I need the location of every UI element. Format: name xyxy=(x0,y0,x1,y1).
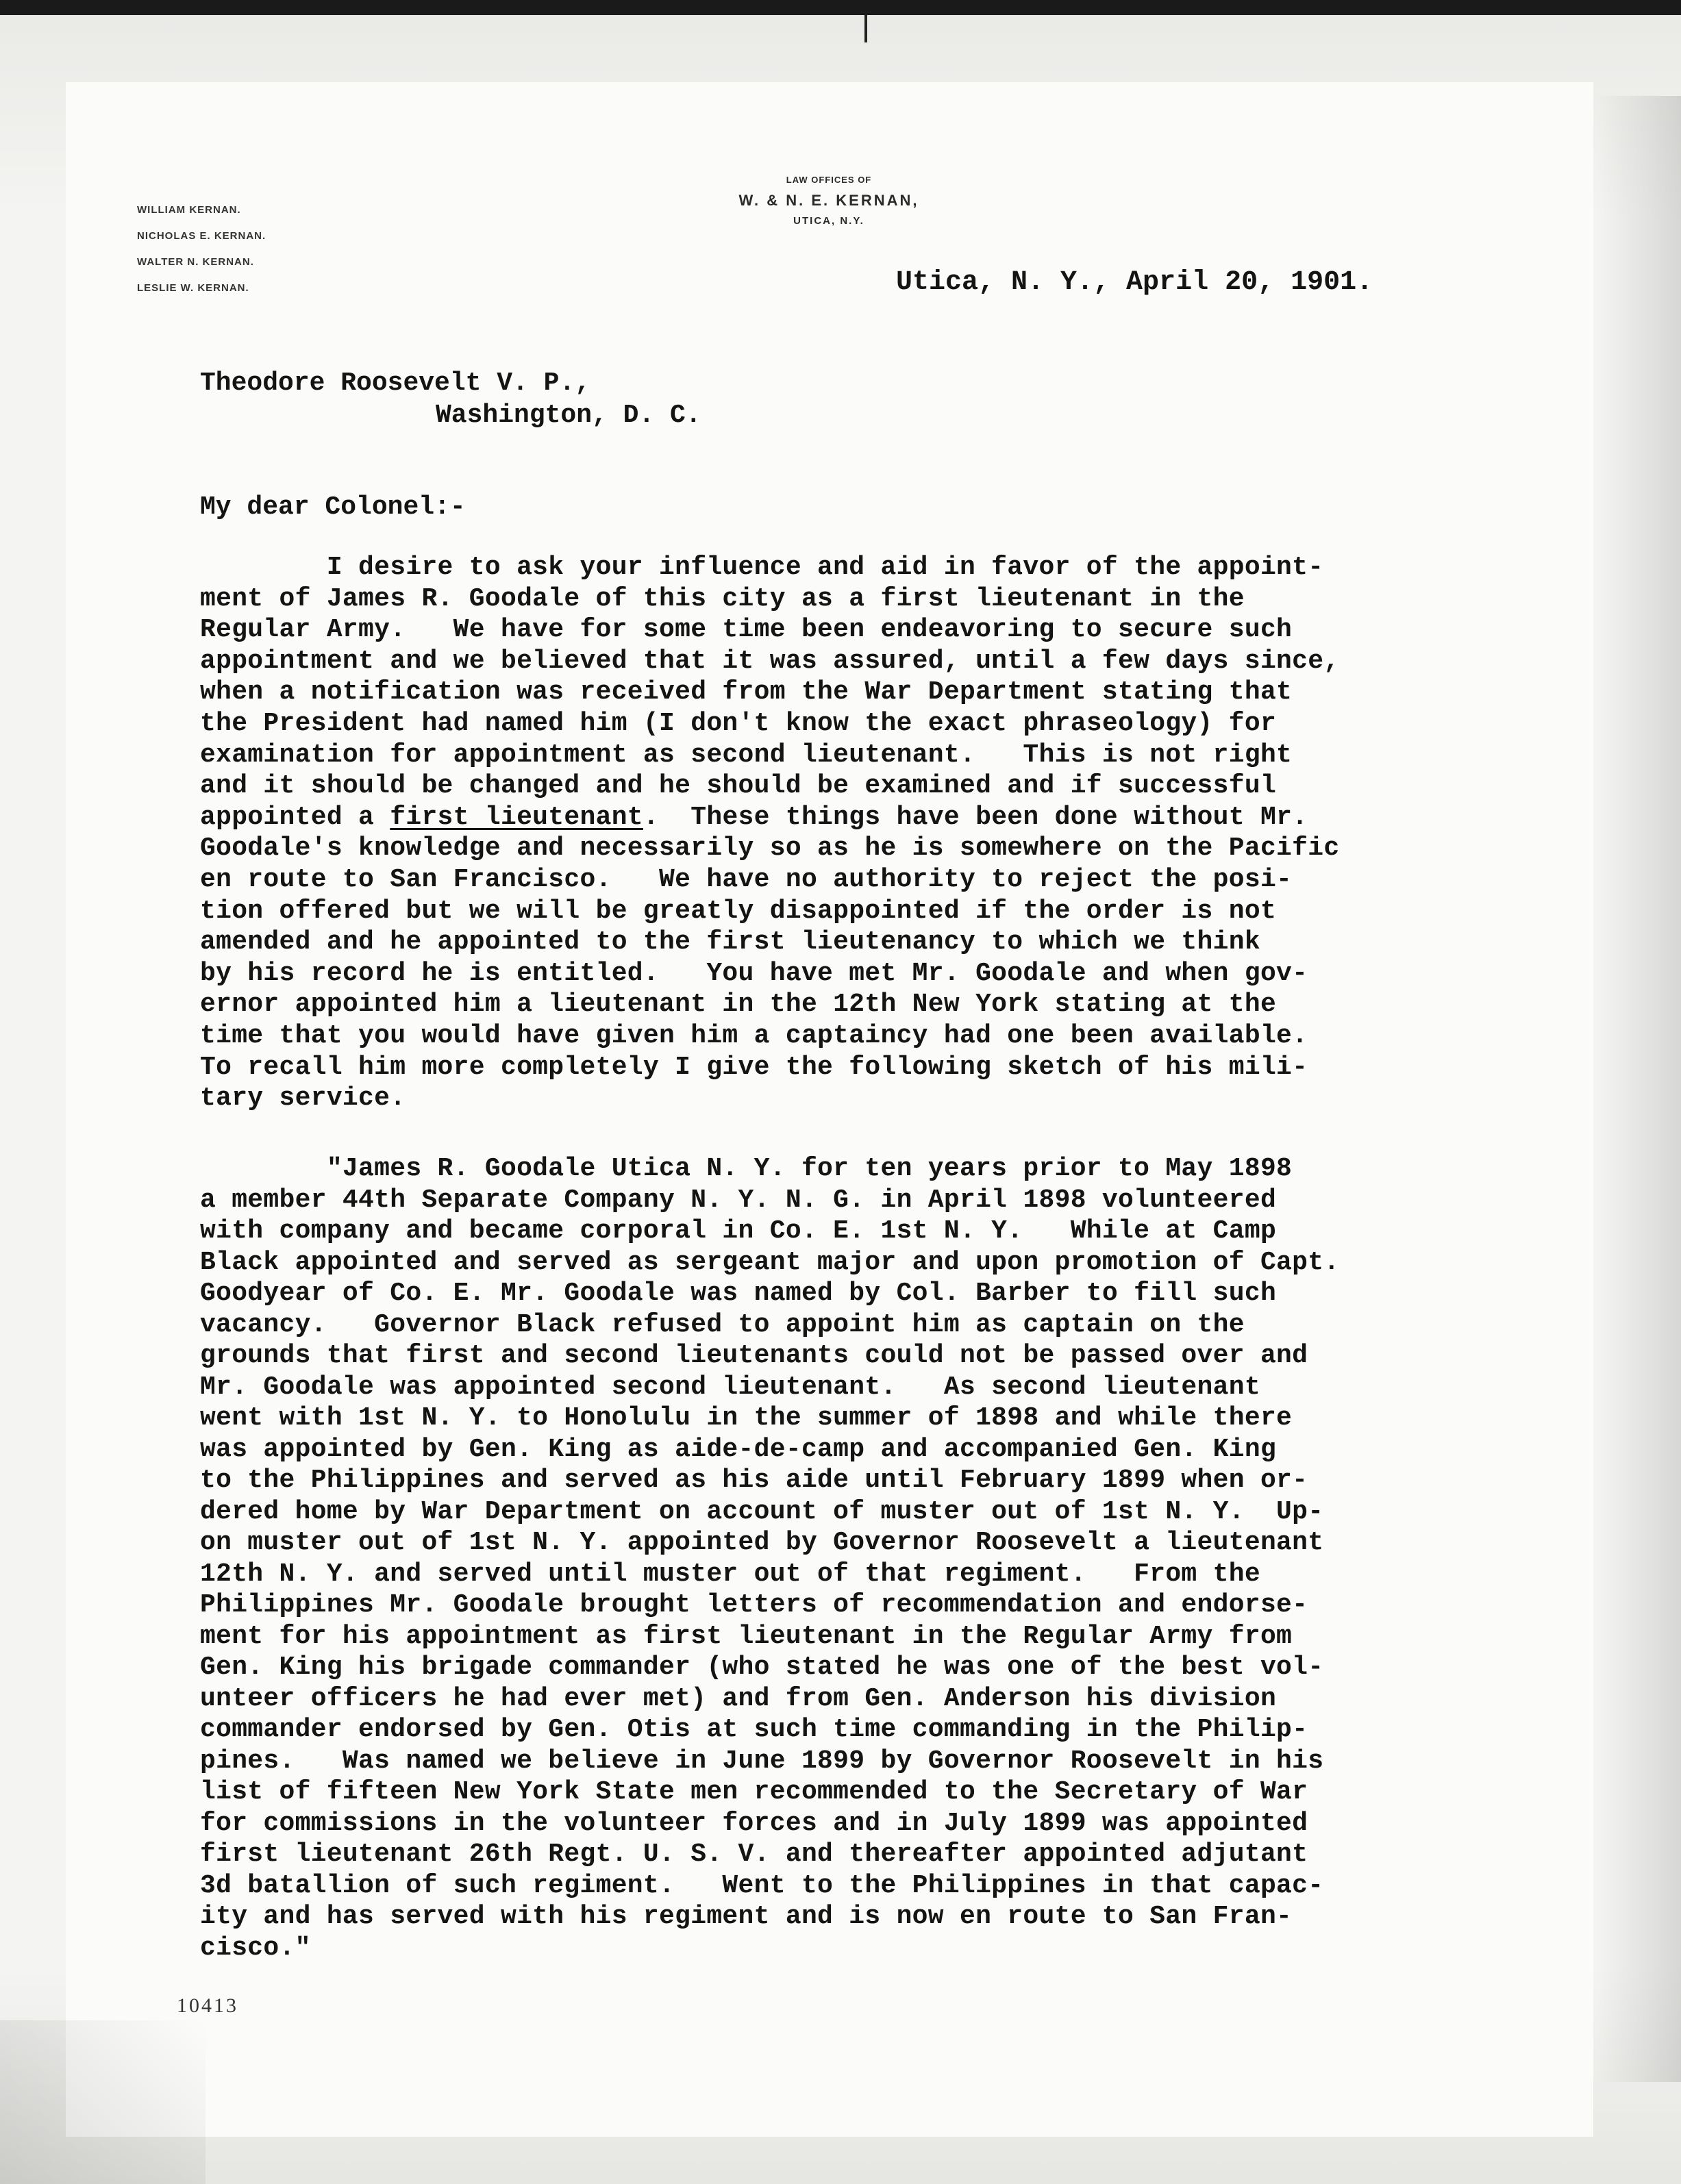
partner-list xyxy=(137,197,266,301)
quote-line: 3d batallion of such regiment. Went to the Philippines in that capac- xyxy=(200,1870,1324,1900)
quote-line: went with 1st N. Y. to Honolulu in the summer of 1898 and while there xyxy=(200,1403,1293,1433)
partner-name: LESLIE W. KERNAN. xyxy=(137,282,249,294)
partner-name: WALTER N. KERNAN. xyxy=(137,256,254,268)
quote-line: on muster out of 1st N. Y. appointed by Governor Roosevelt a lieutenant xyxy=(200,1528,1324,1557)
body-line-with-underline xyxy=(200,802,1339,833)
underlined-phrase: first lieutenant xyxy=(390,802,643,832)
quote-line: unteer officers he had ever met) and from Gen. Anderson his division xyxy=(200,1683,1277,1714)
quote-line: for commissions in the volunteer forces and in July 1899 was appointed xyxy=(200,1808,1308,1838)
letterhead-firm-name: W. & N. E. KERNAN, xyxy=(738,192,919,209)
body-line: ernor appointed him a lieutenant in the 12th New York stating at the xyxy=(200,990,1277,1020)
quote-line: first lieutenant 26th Regt. U. S. V. and thereafter appointed adjutant xyxy=(200,1840,1308,1869)
body-line: To recall him more completely I give the following sketch of his mili- xyxy=(200,1052,1308,1082)
quote-line: a member 44th Separate Company N. Y. N. G. in April 1898 volunteered xyxy=(200,1185,1277,1215)
quote-line: with company and became corporal in Co. E. 1st N. Y. While at Camp xyxy=(200,1216,1277,1246)
quote-line: list of fifteen New York State men recommended to the Secretary of War xyxy=(200,1777,1308,1807)
salutation: My dear Colonel:- xyxy=(200,492,466,522)
quote-line: commander endorsed by Gen. Otis at such time commanding in the Philip- xyxy=(200,1715,1308,1744)
body-line: the President had named him (I don't know the exact phraseology) for xyxy=(200,708,1277,738)
body-line: and it should be changed and he should be examined and if successful xyxy=(200,771,1277,801)
quote-line: ity and has served with his regiment and is now en route to San Fran- xyxy=(200,1902,1293,1931)
body-line: tary service. xyxy=(200,1083,406,1114)
quote-line: 12th N. Y. and served until muster out of that regiment. From the xyxy=(200,1559,1260,1589)
addressee-name: Theodore Roosevelt V. P., xyxy=(200,368,591,398)
body-line: ment of James R. Goodale of this city as a first lieutenant in the xyxy=(200,583,1245,614)
partner-name: WILLIAM KERNAN. xyxy=(137,204,241,216)
body-line: en route to San Francisco. We have no authority to reject the posi- xyxy=(200,864,1293,894)
body-line: Goodale's knowledge and necessarily so as he is somewhere on the Pacific xyxy=(200,833,1340,864)
quote-line: Philippines Mr. Goodale brought letters of recommendation and endorse- xyxy=(200,1590,1308,1620)
body-line: I desire to ask your influence and aid in favor of the appoint- xyxy=(200,553,1324,582)
quote-line: grounds that first and second lieutenants could not be passed over and xyxy=(200,1341,1308,1370)
quote-line: Mr. Goodale was appointed second lieutenant. As second lieutenant xyxy=(200,1372,1260,1402)
body-line: time that you would have given him a captaincy had one been available. xyxy=(200,1020,1308,1051)
quote-line: vacancy. Governor Black refused to appoint him as captain on the xyxy=(200,1309,1245,1340)
quote-line: "James R. Goodale Utica N. Y. for ten years prior to May 1898 xyxy=(200,1154,1293,1183)
quote-line: Gen. King his brigade commander (who stated he was one of the best vol- xyxy=(200,1653,1324,1682)
letterhead-line-1: LAW OFFICES OF xyxy=(786,175,872,185)
body-line: by his record he is entitled. You have met Mr. Goodale and when gov- xyxy=(200,958,1308,988)
body-line-end: . These things have been done without Mr. xyxy=(643,802,1308,832)
document-number: 10413 xyxy=(177,1994,238,2017)
quote-line: ment for his appointment as first lieutenant in the Regular Army from xyxy=(200,1621,1293,1651)
body-line: when a notification was received from the War Department stating that xyxy=(200,677,1293,707)
scan-registration-mark xyxy=(864,15,867,42)
body-line: Regular Army. We have for some time been endeavoring to secure such xyxy=(200,615,1293,645)
quote-line: was appointed by Gen. King as aide-de-camp and accompanied Gen. King xyxy=(200,1434,1277,1464)
service-record-quotation xyxy=(200,1153,1339,1963)
quote-line: cisco." xyxy=(200,1933,311,1963)
addressee-location: Washington, D. C. xyxy=(436,401,701,430)
body-line: amended and he appointed to the first lieutenancy to which we think xyxy=(200,927,1260,957)
body-line: tion offered but we will be greatly disappointed if the order is not xyxy=(200,896,1277,926)
quote-line: to the Philippines and served as his aide until February 1899 when or- xyxy=(200,1466,1308,1495)
dateline: Utica, N. Y., April 20, 1901. xyxy=(896,267,1373,298)
body-line: appointment and we believed that it was assured, until a few days since, xyxy=(200,646,1340,676)
quote-line: pines. Was named we believe in June 1899 by Governor Roosevelt in his xyxy=(200,1746,1324,1776)
body-line-start: appointed a xyxy=(200,802,390,832)
page-edge-shadow xyxy=(1596,96,1681,2082)
letterhead xyxy=(658,171,1000,230)
letter-body-paragraph xyxy=(200,552,1339,1114)
scan-top-edge xyxy=(0,0,1681,15)
quote-line: Black appointed and served as sergeant major and upon promotion of Capt. xyxy=(200,1247,1340,1277)
partner-name: NICHOLAS E. KERNAN. xyxy=(137,230,266,242)
quote-line: Goodyear of Co. E. Mr. Goodale was named by Col. Barber to fill such xyxy=(200,1279,1277,1308)
body-line: examination for appointment as second lieutenant. This is not right xyxy=(200,740,1293,770)
quote-line: dered home by War Department on account of muster out of 1st N. Y. Up- xyxy=(200,1496,1324,1527)
page-corner-shadow xyxy=(0,2020,206,2184)
letterhead-location: UTICA, N.Y. xyxy=(793,215,864,227)
